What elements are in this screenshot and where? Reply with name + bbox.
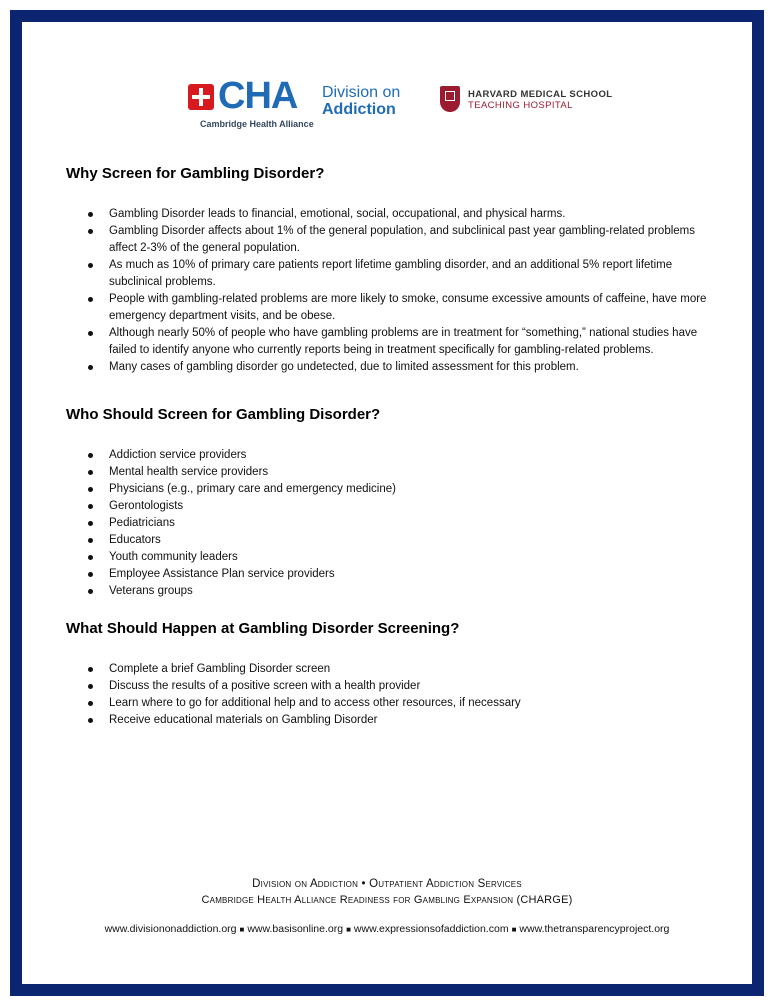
link-transparencyproject[interactable]: www.thetransparencyproject.org [519,923,670,935]
section-why-screen [66,164,716,376]
bullet-list [66,661,716,729]
separator-icon: ■ [511,925,517,934]
list-item: Discuss the results of a positive screen with a health provider [66,678,716,695]
hms-line1: HARVARD MEDICAL SCHOOL [468,89,613,100]
cha-logo [188,74,408,134]
section-heading: Why Screen for Gambling Disorder? [66,165,325,182]
list-item: Gambling Disorder affects about 1% of the general population, and subclinical past year gambling-related problems affect 2-3% of the general population. [66,223,716,257]
list-item: Addiction service providers [66,447,716,464]
cha-division-line2: Addiction [322,101,396,118]
section-who-should-screen [66,405,716,600]
list-item: Gerontologists [66,498,716,515]
bullet-list [66,206,716,376]
list-item: Educators [66,532,716,549]
header-logos [188,74,618,134]
link-basisonline[interactable]: www.basisonline.org [247,923,344,935]
section-heading: Who Should Screen for Gambling Disorder? [66,406,381,423]
cha-division-line1: Division on [322,84,401,101]
footer-line2: Cambridge Health Alliance Readiness for Gambling Expansion (CHARGE) [201,894,573,906]
section-what-should-happen [66,619,716,729]
bullet-list [66,447,716,600]
section-heading: What Should Happen at Gambling Disorder Screening? [66,620,460,637]
list-item: Gambling Disorder leads to financial, emotional, social, occupational, and physical harms. [66,206,716,223]
link-divisiononaddiction[interactable]: www.divisiononaddiction.org [104,923,237,935]
list-item: Learn where to go for additional help and to access other resources, if necessary [66,695,716,712]
list-item: Although nearly 50% of people who have gambling problems are in treatment for “something,” national studies have failed to identify anyone who currently reports being in treatment specifically for gambling-related problems. [66,325,716,359]
cha-subtitle: Cambridge Health Alliance [200,119,314,129]
footer-line1: Division on Addiction • Outpatient Addiction Services [252,878,522,890]
hms-logo [440,86,620,116]
list-item: Physicians (e.g., primary care and emergency medicine) [66,481,716,498]
list-item: Complete a brief Gambling Disorder screen [66,661,716,678]
link-expressionsofaddiction[interactable]: www.expressionsofaddiction.com [353,923,509,935]
page-footer [60,876,714,937]
cha-wordmark: CHA [218,75,298,117]
list-item: Receive educational materials on Gambling Disorder [66,712,716,729]
separator-icon: ■ [346,925,351,934]
list-item: People with gambling-related problems are more likely to smoke, consume excessive amounts of caffeine, have more emergency department visits, and be obese. [66,291,716,325]
footer-links [60,922,714,937]
list-item: Employee Assistance Plan service providers [66,566,716,583]
list-item: Veterans groups [66,583,716,600]
list-item: Youth community leaders [66,549,716,566]
list-item: Mental health service providers [66,464,716,481]
list-item: Pediatricians [66,515,716,532]
shield-icon [440,86,460,112]
list-item: Many cases of gambling disorder go undetected, due to limited assessment for this problem. [66,359,716,376]
hms-line2: TEACHING HOSPITAL [468,100,573,111]
separator-icon: ■ [239,925,245,934]
list-item: As much as 10% of primary care patients report lifetime gambling disorder, and an additional 5% report lifetime subclinical problems. [66,257,716,291]
cross-icon [188,84,214,110]
